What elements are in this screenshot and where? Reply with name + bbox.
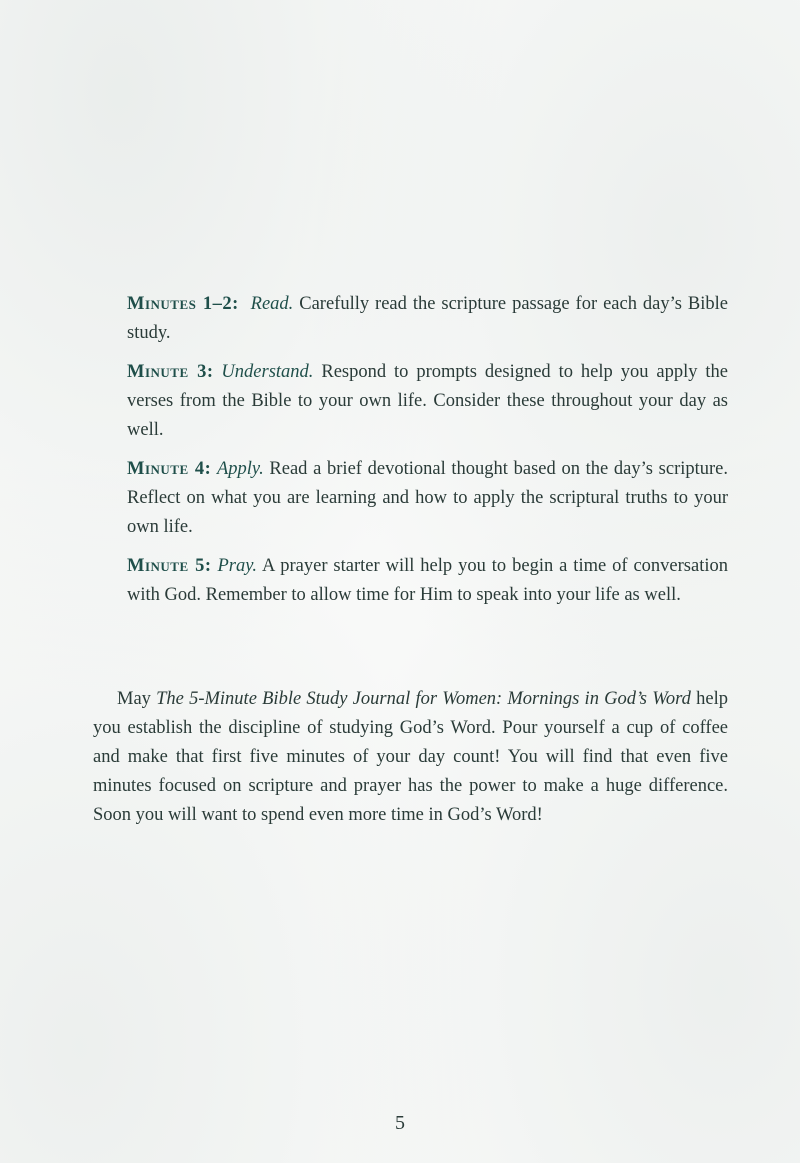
step-action: Read. (250, 294, 294, 314)
closing-prefix: May (117, 689, 151, 709)
step-minute-5 (127, 552, 728, 610)
step-minutes-1-2 (127, 290, 728, 348)
step-action: Understand. (221, 362, 314, 382)
step-action: Pray. (217, 556, 258, 576)
step-text: Read a brief devotional thought based on the day’s scripture. Reflect on what you are learning and how to apply the scriptural truths to your own life. (127, 459, 729, 537)
step-label: Minutes 1–2: (127, 294, 239, 314)
step-text: Carefully read the scripture passage for each day’s Bible study. (127, 294, 728, 343)
step-action: Apply. (216, 459, 264, 479)
page-number: 5 (395, 1112, 405, 1134)
step-label: Minute 3: (127, 362, 214, 382)
step-minute-3 (127, 358, 728, 445)
step-label: Minute 4: (127, 459, 212, 479)
minute-steps-list (127, 290, 728, 620)
step-minute-4 (127, 455, 728, 542)
step-text: Respond to prompts designed to help you apply the verses from the Bible to your own life. Consider these throughout your day as well. (127, 362, 729, 440)
closing-paragraph (93, 685, 728, 830)
step-label: Minute 5: (127, 556, 212, 576)
book-title: The 5-Minute Bible Study Journal for Women: Mornings in God’s Word (156, 689, 691, 709)
closing-text: help you establish the discipline of studying God’s Word. Pour yourself a cup of coffee and make that first five minutes of your day count! You will find that even five minutes focused on scripture and prayer has the power to make a huge difference. Soon you will want to spend even more time in God’s Word! (93, 689, 729, 825)
step-text: A prayer starter will help you to begin a time of conversation with God. Remember to allow time for Him to speak into your life as well. (127, 556, 728, 605)
